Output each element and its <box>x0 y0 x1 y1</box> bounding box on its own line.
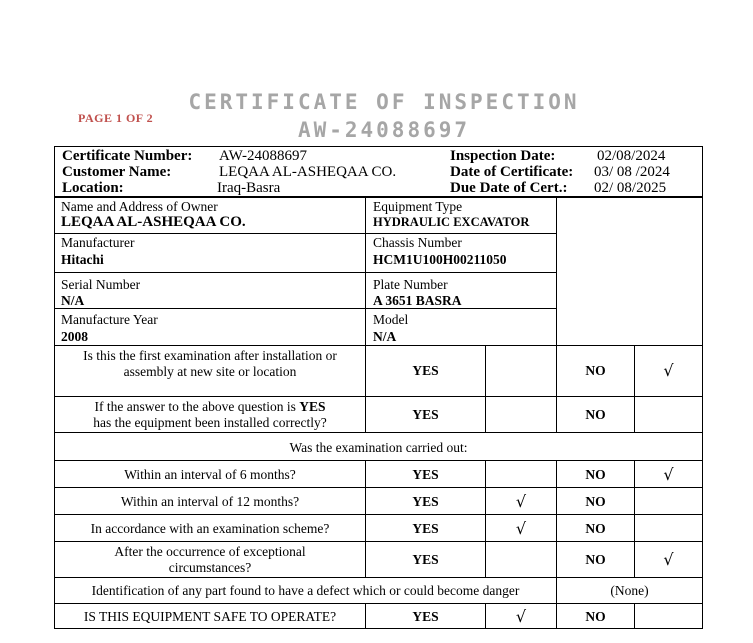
q3-no-check-mark: √ <box>663 465 674 484</box>
model-value: N/A <box>373 329 397 344</box>
page-number-label: PAGE 1 OF 2 <box>78 111 154 125</box>
location-value: Iraq-Basra <box>217 180 281 196</box>
chassis-cell <box>365 233 557 273</box>
safe-text: IS THIS EQUIPMENT SAFE TO OPERATE? <box>83 609 337 624</box>
safe-yes-check-mark: √ <box>515 607 527 626</box>
defect-cell <box>54 577 557 604</box>
q2-cell <box>54 396 366 433</box>
q1-no-cell <box>556 345 635 397</box>
safe-yes-label: YES <box>412 609 439 624</box>
q5-no-label: NO <box>585 521 606 536</box>
equipment-type-label: Equipment Type <box>373 199 463 214</box>
q3-no-check-cell <box>634 460 703 488</box>
q5-yes-check-cell <box>485 514 557 542</box>
q1-line1: Is this the first examination after installation or <box>83 348 337 363</box>
certificate-date-value: 03/ 08 /2024 <box>594 164 670 180</box>
q6-no-cell <box>556 541 635 578</box>
q4-cell <box>54 487 366 515</box>
q4-yes-check-mark: √ <box>515 492 527 511</box>
q2-yes-cell <box>365 396 486 433</box>
q5-no-cell <box>556 514 635 542</box>
chassis-label: Chassis Number <box>373 235 462 250</box>
q2-line2: has the equipment been installed correctly? <box>93 415 327 430</box>
plate-label: Plate Number <box>373 277 448 292</box>
year-label: Manufacture Year <box>61 312 158 327</box>
q5-yes-check-mark: √ <box>515 519 527 538</box>
q2-yes-label: YES <box>412 407 439 422</box>
blank-side-cell <box>556 197 703 346</box>
q5-yes-label: YES <box>412 521 439 536</box>
q3-yes-label: YES <box>412 467 439 482</box>
q1-yes-check-cell <box>485 345 557 397</box>
q4-no-label: NO <box>585 494 606 509</box>
q6-yes-cell <box>365 541 486 578</box>
q1-no-check-mark: √ <box>663 361 674 380</box>
q1-yes-label: YES <box>412 363 439 378</box>
serial-cell <box>54 272 366 309</box>
q4-yes-cell <box>365 487 486 515</box>
q1-line2: assembly at new site or location <box>123 364 297 379</box>
safe-no-check-cell <box>634 603 703 629</box>
q6-no-check-mark: √ <box>663 550 674 569</box>
manufacturer-label: Manufacturer <box>61 235 135 250</box>
q4-text: Within an interval of 12 months? <box>120 494 300 509</box>
q2-line1-emphasis: YES <box>299 399 326 414</box>
safe-no-label: NO <box>585 609 606 624</box>
q3-yes-check-cell <box>485 460 557 488</box>
q4-no-cell <box>556 487 635 515</box>
equipment-type-cell <box>365 197 557 234</box>
inspection-date-value: 02/08/2024 <box>597 148 666 164</box>
q6-yes-label: YES <box>412 552 439 567</box>
q2-yes-check-cell <box>485 396 557 433</box>
q4-yes-check-cell <box>485 487 557 515</box>
q3-text: Within an interval of 6 months? <box>124 467 296 482</box>
q5-no-check-cell <box>634 514 703 542</box>
q3-cell <box>54 460 366 488</box>
customer-name-label: Customer Name: <box>62 164 172 180</box>
q3-yes-cell <box>365 460 486 488</box>
q2-line1 <box>55 399 365 415</box>
q2-no-label: NO <box>585 407 606 422</box>
certificate-date-label: Date of Certificate: <box>450 164 574 180</box>
model-label: Model <box>373 312 409 327</box>
q5-cell <box>54 514 366 542</box>
q2-no-check-cell <box>634 396 703 433</box>
inspection-date-label: Inspection Date: <box>450 148 556 164</box>
owner-value: LEQAA AL-ASHEQAA CO. <box>61 214 246 230</box>
q6-no-label: NO <box>585 552 606 567</box>
q5-yes-cell <box>365 514 486 542</box>
safe-yes-cell <box>365 603 486 629</box>
q1-no-check-cell <box>634 345 703 397</box>
serial-label: Serial Number <box>61 277 141 292</box>
q6-line1: After the occurrence of exceptional <box>114 544 306 559</box>
q1-cell <box>54 345 366 397</box>
q2-no-cell <box>556 396 635 433</box>
q1-no-label: NO <box>585 363 606 378</box>
safe-cell <box>54 603 366 629</box>
location-label: Location: <box>62 180 124 196</box>
q4-yes-label: YES <box>412 494 439 509</box>
defect-value-cell <box>556 577 703 604</box>
due-date-label: Due Date of Cert.: <box>450 180 568 196</box>
q4-no-check-cell <box>634 487 703 515</box>
owner-cell <box>54 197 366 234</box>
chassis-value: HCM1U100H00211050 <box>373 252 507 267</box>
customer-name-value: LEQAA AL-ASHEQAA CO. <box>219 164 397 180</box>
year-cell <box>54 308 366 346</box>
year-value: 2008 <box>61 329 88 344</box>
manufacturer-value: Hitachi <box>61 252 104 267</box>
q5-text: In accordance with an examination scheme? <box>90 521 330 536</box>
equipment-type-value: HYDRAULIC EXCAVATOR <box>373 215 530 229</box>
certificate-title: CERTIFICATE OF INSPECTION <box>188 90 580 114</box>
cert-number-label: Certificate Number: <box>62 148 193 164</box>
certificate-header-box <box>54 146 703 197</box>
cert-number-value: AW-24088697 <box>219 148 307 164</box>
q6-cell <box>54 541 366 578</box>
owner-label: Name and Address of Owner <box>61 199 218 214</box>
q1-yes-cell <box>365 345 486 397</box>
section-header-cell <box>54 432 703 461</box>
safe-no-cell <box>556 603 635 629</box>
model-cell <box>365 308 557 346</box>
serial-value: N/A <box>61 293 85 308</box>
q6-line2: circumstances? <box>168 560 252 575</box>
due-date-value: 02/ 08/2025 <box>594 180 667 196</box>
q3-no-label: NO <box>585 467 606 482</box>
q6-no-check-cell <box>634 541 703 578</box>
safe-yes-check-cell <box>485 603 557 629</box>
section-header-text: Was the examination carried out: <box>289 440 468 455</box>
q2-line1-text: If the answer to the above question is <box>94 399 300 414</box>
manufacturer-cell <box>54 233 366 273</box>
certificate-number-title: AW-24088697 <box>297 118 471 142</box>
q3-no-cell <box>556 460 635 488</box>
q6-yes-check-cell <box>485 541 557 578</box>
defect-value: (None) <box>610 583 649 598</box>
defect-text: Identification of any part found to have a defect which or could become danger <box>91 583 520 598</box>
plate-cell <box>365 272 557 309</box>
plate-value: A 3651 BASRA <box>373 293 462 308</box>
